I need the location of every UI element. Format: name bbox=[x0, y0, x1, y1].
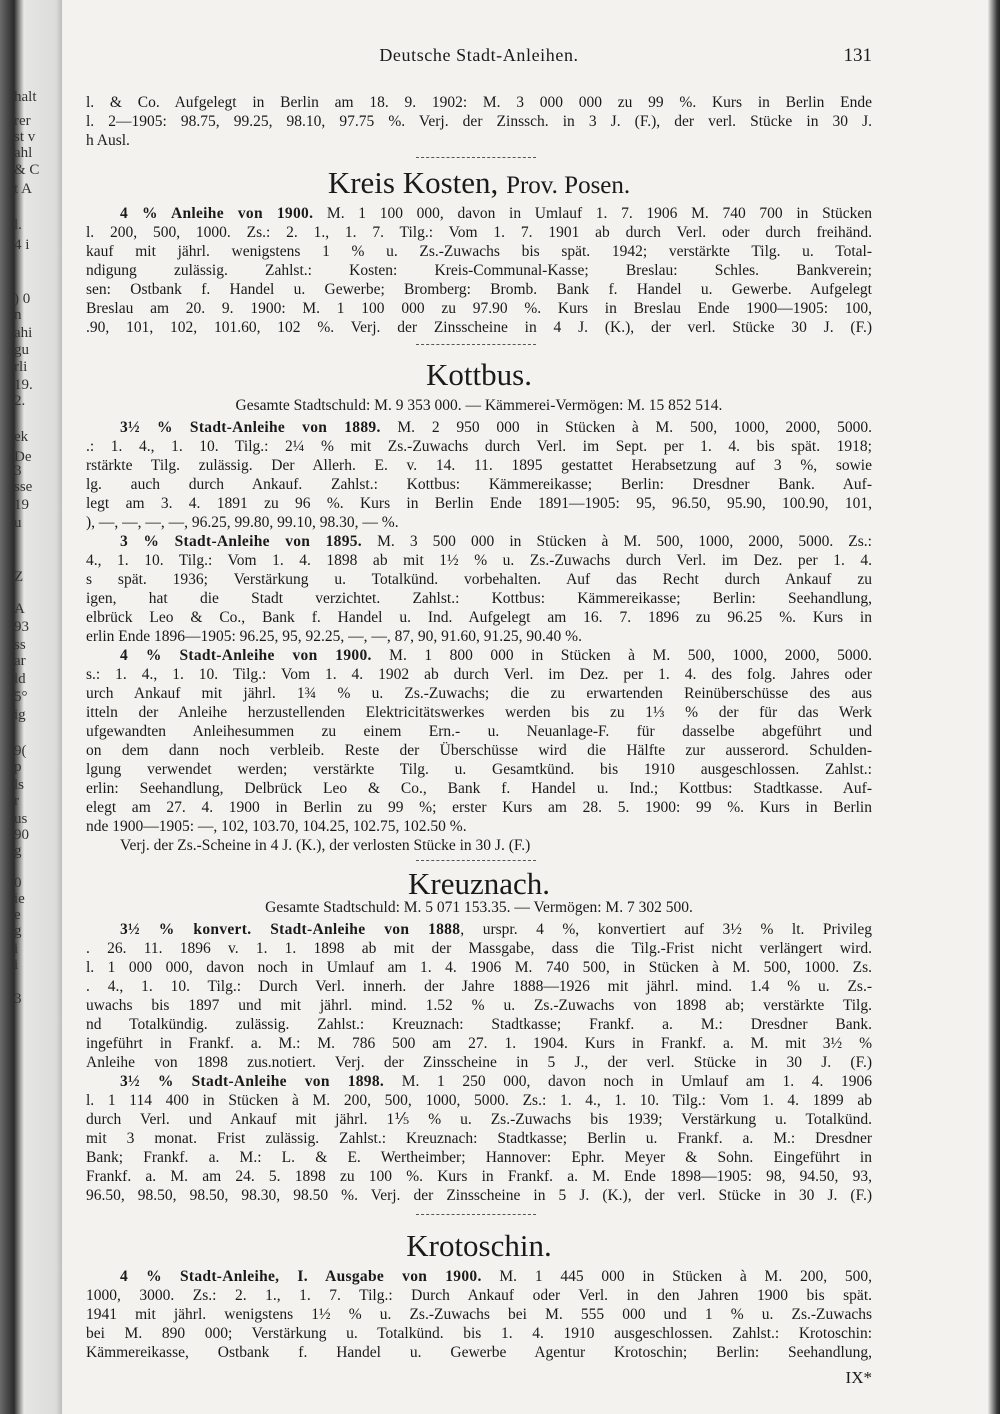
binding-text-fragment: A bbox=[14, 601, 25, 617]
bond-title: 3½ % Stadt-Anleihe von 1889. bbox=[120, 419, 381, 436]
intro-line: l. 2—1905: 98.75, 99.25, 98.10, 97.75 %. Verj. der Zinssch. in 3 J. (F.), der verl. Stücke in 30 J. bbox=[86, 113, 872, 130]
binding-text-fragment: ld bbox=[14, 671, 26, 687]
binding-text-fragment: 3 bbox=[14, 463, 22, 479]
kreuznach-debt-summary: Gesamte Stadtschuld: M. 5 071 153.35. — Vermögen: M. 7 302 500. bbox=[265, 899, 693, 916]
kreuznach-line: 96.50, 98.50, 98.50, 98.30, 98.50 %. Verj. der Zinsscheine in 5 J. (K.), der verl. Stücke in 30 J. (F.) bbox=[86, 1187, 872, 1204]
kottbus-line: erlin: Seehandlung, Delbrück Leo & Co., Bank f. Handel u. Ind.; Kottbus: Stadtkasse. Auf- bbox=[86, 780, 872, 797]
kottbus-line: Verj. der Zs.-Scheine in 4 J. (K.), der verlosten Stücke in 30 J. (F.) bbox=[120, 837, 531, 854]
binding-text-fragment: sse bbox=[14, 479, 33, 495]
kreuznach-line: ingeführt in Frankf. a. M.: M. 786 500 am 27. 1. 1904. Kurs in Frankf. a. M. mit 3½ % bbox=[86, 1035, 872, 1052]
kottbus-line: legt am 3. 4. 1891 zu 96 %. Kurs in Berlin Ende 1891—1905: 95, 96.50, 95.90, 100.90, 101, bbox=[86, 495, 872, 512]
section-divider bbox=[416, 344, 536, 345]
kosten-line: sen: Ostbank f. Handel u. Gewerbe; Bromberg: Bromb. Bank f. Handel u. Gewerbe. Aufgelegt bbox=[86, 281, 872, 298]
binding-text-fragment: 3 bbox=[14, 991, 22, 1007]
krotoschin-line: 4 % Stadt-Anleihe, I. Ausgabe von 1900. M. 1 445 000 in Stücken à M. 200, 500, bbox=[120, 1268, 872, 1285]
binding-text-fragment: i bbox=[14, 957, 19, 973]
kottbus-line: ufgewandten Anleihesummen zu einem Ern.- u. Neuanlage-F. für dasselbe abgeführt und bbox=[86, 723, 872, 740]
binding-text-fragment: 90 bbox=[14, 827, 29, 843]
binding-text-fragment: p bbox=[14, 759, 22, 775]
binding-text-fragment: i bbox=[14, 941, 19, 957]
kreuznach-line: . 26. 11. 1896 v. 1. 1. 1898 ab mit der Massgabe, dass die Tilg.-Frist nicht verlängert wird. bbox=[86, 940, 872, 957]
left-binding-edge bbox=[0, 0, 62, 1414]
kottbus-line: on dem dann noch verbleib. Reste der Überschüsse wird die Hälfte zur ausserord. Schulden- bbox=[86, 742, 872, 759]
kosten-line: l. 200, 500, 1000. Zs.: 2. 1., 1. 7. Tilg.: Vom 1. 7. 1901 ab durch Verl. oder durch freihänd. bbox=[86, 224, 872, 241]
right-page-edge bbox=[988, 0, 1000, 1414]
krotoschin-line: Kämmereikasse, Ostbank f. Handel u. Gewerbe Agentur Krotoschin; Berlin: Seehandlung, bbox=[86, 1344, 872, 1361]
kreuznach-line: nd Totalkündig. zulässig. Zahlst.: Kreuznach: Stadtkasse; Frankf. a. M.: Dresdner Bank. bbox=[86, 1016, 872, 1033]
kottbus-line: lgung verwendet werden; verstärkte Tilg. u. Gesamtkünd. bis 1910 ausgeschlossen. Zahlst.: bbox=[86, 761, 872, 778]
intro-line: l. & Co. Aufgelegt in Berlin am 18. 9. 1902: M. 3 000 000 zu 99 %. Kurs in Berlin Ende bbox=[86, 94, 872, 111]
kottbus-line: 4 % Stadt-Anleihe von 1900. M. 1 800 000 in Stücken à M. 500, 1000, 2000, 5000. bbox=[120, 647, 872, 664]
binding-text-fragment: ahl bbox=[14, 145, 33, 161]
kreuznach-line: mit 3 monat. Frist zulässig. Zahlst.: Kreuznach: Stadtkasse; Berlin u. Frankf. a. M.: Dresdner bbox=[86, 1130, 872, 1147]
kreuznach-line: Bank; Frankf. a. M.: L. & E. Wertheimber; Hannover: Ephr. Meyer & Sohn. Eingeführt in bbox=[86, 1149, 872, 1166]
running-header bbox=[86, 45, 872, 73]
heading-title: Kreis Kosten, bbox=[327, 165, 499, 200]
binding-text-fragment: st v bbox=[14, 129, 36, 145]
binding-text-fragment: rli bbox=[14, 359, 28, 375]
kottbus-debt-summary: Gesamte Stadtschuld: M. 9 353 000. — Kämmerei-Vermögen: M. 15 852 514. bbox=[235, 397, 723, 414]
kottbus-line: s spät. 1936; Verstärkung u. Totalkünd. vorbehalten. Auf das Recht durch Ankauf zu bbox=[86, 571, 872, 588]
kreuznach-line: l. 1 114 400 in Stücken à M. 200, 500, 1000, 5000. Zs.: 1. 4., 1. 10. Tilg.: Vom 1. 4. 1899 ab bbox=[86, 1092, 872, 1109]
kottbus-line: .: 1. 4., 1. 10. Tilg.: 2¼ % mit Zs.-Zuwachs durch Verl. im Sept. per 1. 4. bis spät. 1918; bbox=[86, 438, 872, 455]
binding-text-fragment: l. bbox=[14, 217, 22, 233]
kottbus-line: itteln der Anleihe herzustellenden Elektricitätswerkes werden bis zu 1⅓ % der für das Werk bbox=[86, 704, 872, 721]
section-heading-kottbus: Kottbus. bbox=[426, 357, 532, 392]
binding-text-fragment: ig bbox=[14, 707, 26, 723]
binding-text-fragment: ahi bbox=[14, 325, 33, 341]
binding-text-fragment: rer bbox=[14, 113, 31, 129]
binding-text-fragment: ek bbox=[14, 429, 29, 445]
kottbus-line: 3½ % Stadt-Anleihe von 1889. M. 2 950 000 in Stücken à M. 500, 1000, 2000, 5000. bbox=[120, 419, 872, 436]
kreuznach-line: 3½ % Stadt-Anleihe von 1898. M. 1 250 000, davon noch in Umlauf am 1. 4. 1906 bbox=[120, 1073, 872, 1090]
binding-text-fragment: u bbox=[14, 515, 22, 531]
binding-text-fragment: 5° bbox=[14, 689, 28, 705]
binding-text-fragment: 19. bbox=[14, 377, 33, 393]
heading-subtitle: Prov. Posen. bbox=[506, 172, 631, 199]
binding-text-fragment: De bbox=[14, 449, 32, 465]
binding-text-fragment: ie bbox=[14, 891, 25, 907]
kottbus-line: ), —, —, —, —, 96.25, 99.80, 99.10, 98.30, — %. bbox=[86, 514, 399, 531]
section-divider bbox=[416, 1214, 536, 1215]
binding-text-fragment: 93 bbox=[14, 619, 29, 635]
krotoschin-line: 1000, 3000. Zs.: 2. 1., 1. 7. Tilg.: Durch Ankauf oder Verl. in den Jahren 1900 bis spät. bbox=[86, 1287, 872, 1304]
binding-text-fragment: 0 bbox=[14, 875, 22, 891]
section-heading-kosten bbox=[86, 165, 872, 201]
binding-text-fragment: & C bbox=[14, 162, 40, 178]
krotoschin-line: bei M. 890 000; Verstärkung u. Totalkünd. bis 1. 4. 1910 ausgeschlossen. Zahlst.: Krotoschin: bbox=[86, 1325, 872, 1342]
bond-title: 3½ % Stadt-Anleihe von 1898. bbox=[120, 1073, 385, 1090]
binding-text-fragment: n bbox=[14, 307, 22, 323]
kottbus-line: s.: 1. 4., 1. 10. Tilg.: Vom 1. 4. 1902 ab durch Verl. im Dez. per 1. 4. des folg. Jahres oder bbox=[86, 666, 872, 683]
kottbus-line: 3 % Stadt-Anleihe von 1895. M. 3 500 000 in Stücken à M. 500, 1000, 2000, 5000. Zs.: bbox=[120, 533, 872, 550]
binding-text-fragment: ) 0 bbox=[14, 291, 31, 307]
kosten-line: 4 % Anleihe von 1900. M. 1 100 000, davon in Umlauf 1. 7. 1906 M. 740 700 in Stücken bbox=[120, 205, 872, 222]
bond-title: 3½ % konvert. Stadt-Anleihe von 1888 bbox=[120, 921, 461, 938]
kottbus-line: urch Ankauf mit jährl. 1¾ % u. Zs.-Zuwachs; die zu erwartenden Reinüberschüsse des aus bbox=[86, 685, 872, 702]
binding-text-fragment: ls bbox=[14, 777, 25, 793]
section-divider bbox=[416, 157, 536, 158]
kreuznach-line: uwachs bis 1897 und mit jährl. mind. 1.52 % u. Zs.-Zuwachs von 1898 ab; verstärkte Tilg. bbox=[86, 997, 872, 1014]
kreuznach-line: . 4., 1. 10. Tilg.: Durch Verl. innerh. der Jahre 1888—1926 mit jährl. mind. 1.4 % u. Zs.- bbox=[86, 978, 872, 995]
binding-text-fragment: 4 i bbox=[14, 237, 30, 253]
bond-title: 4 % Anleihe von 1900. bbox=[120, 205, 314, 222]
kreuznach-line: 3½ % konvert. Stadt-Anleihe von 1888, urspr. 4 %, konvertiert auf 3½ % lt. Privileg bbox=[120, 921, 872, 938]
intro-line: h Ausl. bbox=[86, 132, 130, 149]
binding-text-fragment: g bbox=[14, 923, 22, 939]
kreuznach-line: durch Verl. und Ankauf mit jährl. 1⅕ % u. Zs.-Zuwachs bis 1939; Verstärkung u. Totalkünd. bbox=[86, 1111, 872, 1128]
kreuznach-line: Frankf. a. M. am 24. 5. 1898 zu 100 %. Kurs in Frankf. a. M. Ende 1898—1905: 98, 94.50, 93, bbox=[86, 1168, 872, 1185]
page-number: 131 bbox=[843, 45, 872, 66]
kosten-line: .90, 101, 102, 101.60, 102 %. Verj. der Zinsscheine in 4 J. (K.), der verl. Stücke 30 J. (F.) bbox=[86, 319, 872, 336]
printer-signature: IX* bbox=[845, 1368, 872, 1387]
binding-text-fragment: ar bbox=[14, 653, 26, 669]
kreuznach-line: Anleihe von 1898 zus.notiert. Verj. der Zinsscheine in 5 J., der verl. Stücke in 30 J. (F.) bbox=[86, 1054, 872, 1071]
kosten-line: ndigung zulässig. Zahlst.: Kosten: Kreis-Communal-Kasse; Breslau: Schles. Bankverein; bbox=[86, 262, 872, 279]
binding-text-fragment: t A bbox=[14, 181, 32, 197]
kosten-line: kauf mit jährl. wenigstens 1 % u. Zs.-Zuwachs bis spät. 1942; verstärkte Tilg. u. Total- bbox=[86, 243, 872, 260]
kosten-line: Breslau am 20. 9. 1900: M. 1 100 000 zu 97.90 %. Kurs in Breslau Ende 1900—1905: 100, bbox=[86, 300, 872, 317]
binding-text-fragment: g bbox=[14, 843, 22, 859]
bond-title: 4 % Stadt-Anleihe von 1900. bbox=[120, 647, 372, 664]
kottbus-line: lg. auch durch Ankauf. Zahlst.: Kottbus: Kämmereikasse; Berlin: Dresdner Bank. Auf- bbox=[86, 476, 872, 493]
binding-text-fragment: gu bbox=[14, 342, 29, 358]
binding-text-fragment: halt bbox=[14, 89, 37, 105]
kottbus-line: 4., 1. 10. Tilg.: Vom 1. 4. 1898 ab mit 1½ % u. Zs.-Zuwachs durch Verl. im Dez. per 1. 4. bbox=[86, 552, 872, 569]
binding-text-fragment: r bbox=[14, 793, 19, 809]
binding-text-fragment: 19 bbox=[14, 497, 29, 513]
bond-title: 3 % Stadt-Anleihe von 1895. bbox=[120, 533, 362, 550]
kottbus-line: igen, hat die Stadt verzichtet. Zahlst.: Kottbus: Kämmereikasse; Berlin: Seehandlung, bbox=[86, 590, 872, 607]
binding-text-fragment: e bbox=[14, 907, 21, 923]
kottbus-line: elbrück Leo & Co., Bank f. Handel u. Ind. Aufgelegt am 16. 7. 1896 zu 96.25 %. Kurs in bbox=[86, 609, 872, 626]
header-title: Deutsche Stadt-Anleihen. bbox=[379, 45, 579, 65]
krotoschin-line: 1941 mit jährl. wenigstens 1½ % u. Zs.-Zuwachs bei M. 555 000 und 1 % u. Zs.-Zuwachs bbox=[86, 1306, 872, 1323]
kottbus-line: nde 1900—1905: —, 102, 103.70, 104.25, 102.75, 102.50 %. bbox=[86, 818, 467, 835]
section-heading-kreuznach: Kreuznach. bbox=[408, 866, 550, 901]
section-divider bbox=[416, 860, 536, 861]
kottbus-line: rstärkte Tilg. zulässig. Der Allerh. E. v. 14. 11. 1895 gestattet Herabsetzung auf 3 %, sowie bbox=[86, 457, 872, 474]
binding-text-fragment: ss bbox=[14, 637, 26, 653]
kreuznach-line: l. 1 000 000, davon noch in Umlauf am 1. 4. 1906 M. 740 500, in Stücken à M. 500, 1000. Zs. bbox=[86, 959, 872, 976]
kottbus-line: elegt am 27. 4. 1900 in Berlin zu 99 %; erster Kurs am 28. 5. 1900: 99 %. Kurs in Berlin bbox=[86, 799, 872, 816]
binding-text-fragment: Z bbox=[14, 569, 24, 585]
bond-title: 4 % Stadt-Anleihe, I. Ausgabe von 1900. bbox=[120, 1268, 482, 1285]
binding-text-fragment: 2. bbox=[14, 393, 26, 409]
section-heading-krotoschin: Krotoschin. bbox=[406, 1228, 552, 1263]
kottbus-line: erlin Ende 1896—1905: 96.25, 95, 92.25, —, —, 87, 90, 91.60, 91.25, 90.40 %. bbox=[86, 628, 582, 645]
binding-text-fragment: 9( bbox=[14, 743, 27, 759]
binding-text-fragment: us bbox=[14, 811, 28, 827]
